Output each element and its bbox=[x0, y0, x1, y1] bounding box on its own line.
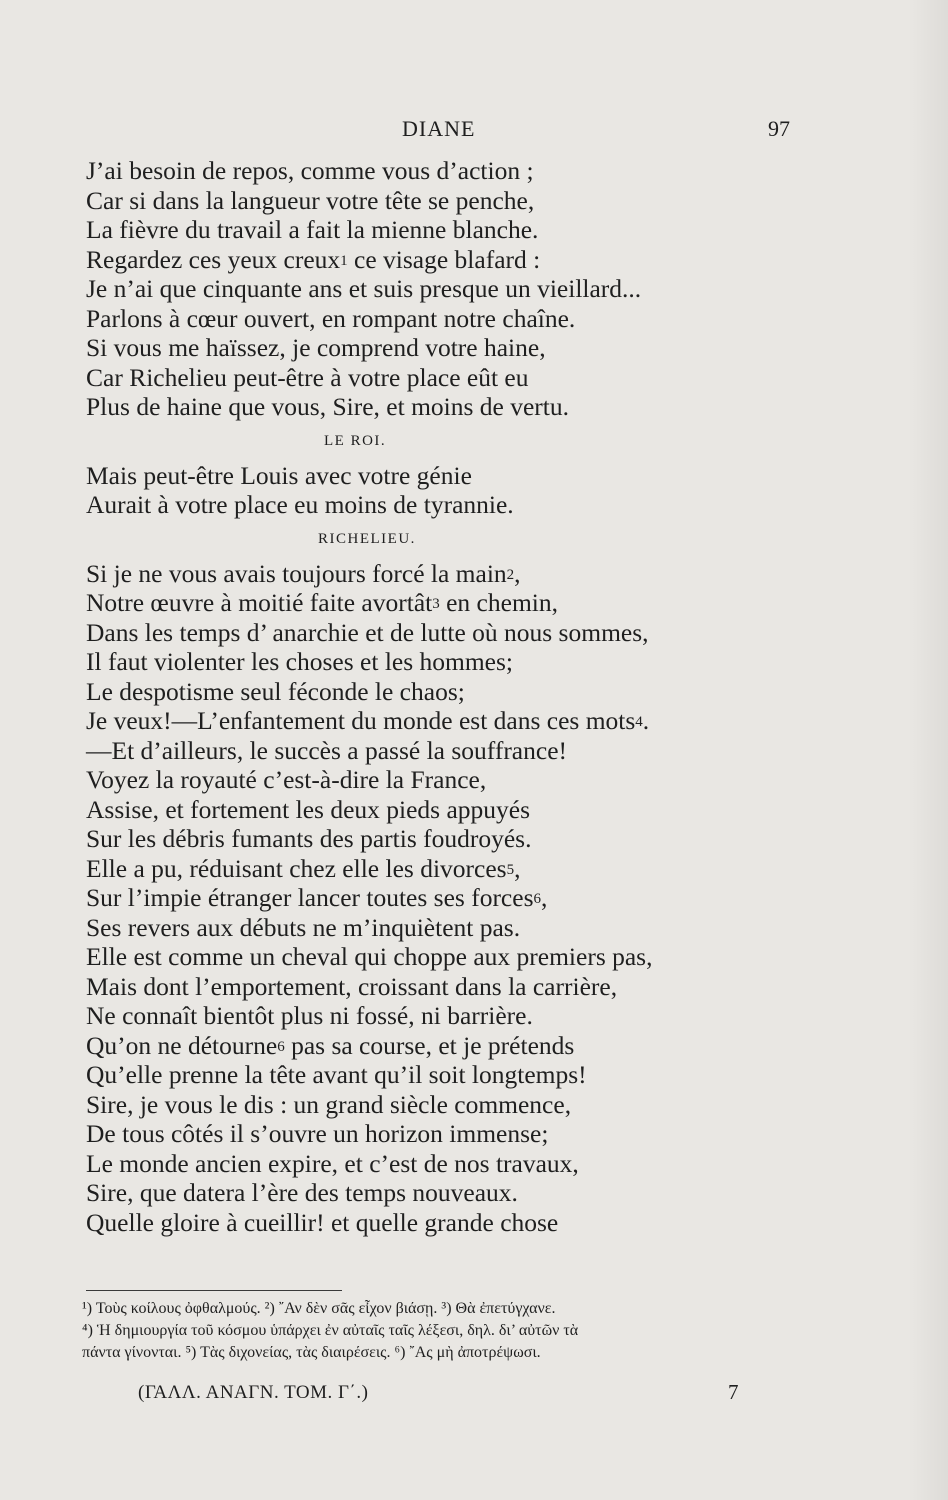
sheet-number: 7 bbox=[728, 1380, 739, 1404]
verse-line: Elle est comme un cheval qui choppe aux premiers pas, bbox=[86, 942, 653, 971]
footnote-ref: 3 bbox=[432, 596, 440, 612]
verse-text-segment: Si je ne vous avais toujours forcé la main bbox=[86, 558, 507, 588]
verse-text-segment: , bbox=[514, 853, 521, 883]
verse-line bbox=[86, 559, 806, 589]
page-number: 97 bbox=[768, 116, 790, 141]
verse-line: Ne connaît bientôt plus ni fossé, ni barrière. bbox=[86, 1001, 533, 1030]
verse-line: Sire, je vous le dis : un grand siècle commence, bbox=[86, 1089, 572, 1119]
footnote-line: ⁴) Ἡ δημιουργία τοῦ κόσμου ὑπάρχει ἐν αὐταῖς ταῖς λέξεσι, δηλ. δι’ αὐτῶν τὰ bbox=[82, 1322, 579, 1339]
footnote-divider bbox=[86, 1290, 342, 1291]
verse-text-segment: pas sa course, et je prétends bbox=[284, 1030, 575, 1060]
verse-line: Sur les débris fumants des partis foudroyés. bbox=[86, 824, 532, 853]
footnote-ref: 6 bbox=[277, 1038, 285, 1055]
verse-line bbox=[86, 1031, 806, 1061]
verse-line bbox=[86, 245, 806, 275]
footnote-line: πάντα γίνονται. ⁵) Τὰς διχονείας, τὰς διαιρέσεις. ⁶) ῎Ας μὴ ἀποτρέψωσι. bbox=[82, 1344, 541, 1361]
verse-line: Le monde ancien expire, et c’est de nos travaux, bbox=[86, 1148, 579, 1178]
footnote-ref: 2 bbox=[506, 566, 515, 583]
verse-text-segment: Sur l’impie étranger lancer toutes ses forces bbox=[86, 883, 534, 912]
speaker-name: RICHELIEU. bbox=[318, 530, 416, 547]
verse-line bbox=[86, 854, 806, 884]
verse-line bbox=[86, 706, 806, 736]
verse-text-segment: Regardez ces yeux creux bbox=[86, 244, 341, 274]
page-header bbox=[0, 110, 948, 144]
verse-line: De tous côtés il s’ouvre un horizon immense; bbox=[86, 1119, 549, 1148]
verse-line: Parlons à cœur ouvert, en rompant notre chaîne. bbox=[86, 303, 576, 333]
verse-text-segment: Qu’on ne détourne bbox=[86, 1030, 278, 1060]
verse-text-segment: , bbox=[514, 558, 521, 588]
verse-line: Car si dans la langueur votre tête se penche, bbox=[86, 185, 535, 215]
verse-text-segment: Elle a pu, réduisant chez elle les divorces bbox=[86, 853, 507, 883]
verse-line: Ses revers aux débuts ne m’inquiètent pas. bbox=[86, 912, 521, 942]
verse-line: Quelle gloire à cueillir! et quelle grande chose bbox=[86, 1207, 559, 1237]
verse-text-segment: . bbox=[642, 706, 650, 735]
verse-line: Je n’ai que cinquante ans et suis presque un vieillard... bbox=[86, 274, 642, 303]
verse-line: Sire, que datera l’ère des temps nouveaux. bbox=[86, 1178, 518, 1207]
footnote-ref: 6 bbox=[533, 891, 541, 907]
footnote-ref: 5 bbox=[506, 861, 515, 878]
verse-text bbox=[86, 156, 806, 1237]
verse-line bbox=[86, 883, 806, 913]
page-edge-shadow bbox=[908, 0, 948, 1500]
verse-line: La fièvre du travail a fait la mienne blanche. bbox=[86, 215, 539, 244]
verse-line: Voyez la royauté c’est-à-dire la France, bbox=[86, 765, 487, 794]
page-footer bbox=[0, 1378, 948, 1408]
verse-line: Mais dont l’emportement, croissant dans la carrière, bbox=[86, 971, 618, 1001]
verse-line: Il faut violenter les choses et les hommes; bbox=[86, 647, 514, 676]
verse-line: Si vous me haïssez, je comprend votre haine, bbox=[86, 333, 546, 362]
verse-line: Dans les temps d’ anarchie et de lutte où nous sommes, bbox=[86, 617, 649, 647]
verse-line: Le despotisme seul féconde le chaos; bbox=[86, 676, 465, 706]
footnote-line: ¹) Τοὺς κοίλους ὀφθαλμούς. ²) ῎Αν δὲν σᾶς εἶχον βιάσῃ. ³) Θὰ ἐπετύγχανε. bbox=[82, 1300, 556, 1317]
verse-text-segment: Notre œuvre à moitié faite avortât bbox=[86, 588, 433, 617]
verse-text-segment: ce visage blafard : bbox=[347, 244, 541, 274]
footnote-ref: 4 bbox=[635, 714, 643, 730]
footnotes bbox=[82, 1298, 802, 1364]
verse-text-segment: en chemin, bbox=[439, 588, 558, 617]
verse-line: Plus de haine que vous, Sire, et moins de vertu. bbox=[86, 392, 570, 421]
running-title: DIANE bbox=[402, 116, 476, 141]
verse-line: Qu’elle prenne la tête avant qu’il soit longtemps! bbox=[86, 1060, 587, 1089]
verse-line bbox=[86, 588, 806, 618]
verse-text-segment: , bbox=[541, 883, 548, 912]
verse-line: Car Richelieu peut-être à votre place eût eu bbox=[86, 362, 529, 392]
verse-line: Aurait à votre place eu moins de tyrannie. bbox=[86, 490, 514, 519]
speaker-name: LE ROI. bbox=[324, 432, 387, 449]
verse-line: Mais peut-être Louis avec votre génie bbox=[86, 460, 472, 490]
verse-line: J’ai besoin de repos, comme vous d’action ; bbox=[86, 156, 534, 185]
printer-signature: (ΓΑΛΛ. ΑΝΑΓΝ. ΤΟΜ. Γ΄.) bbox=[138, 1382, 369, 1403]
verse-line: —Et d’ailleurs, le succès a passé la souffrance! bbox=[86, 735, 568, 765]
verse-text-segment: Je veux!—L’enfantement du monde est dans ces mots bbox=[86, 706, 636, 735]
verse-line: Assise, et fortement les deux pieds appuyés bbox=[86, 794, 531, 824]
footnote-ref: 1 bbox=[340, 252, 348, 269]
